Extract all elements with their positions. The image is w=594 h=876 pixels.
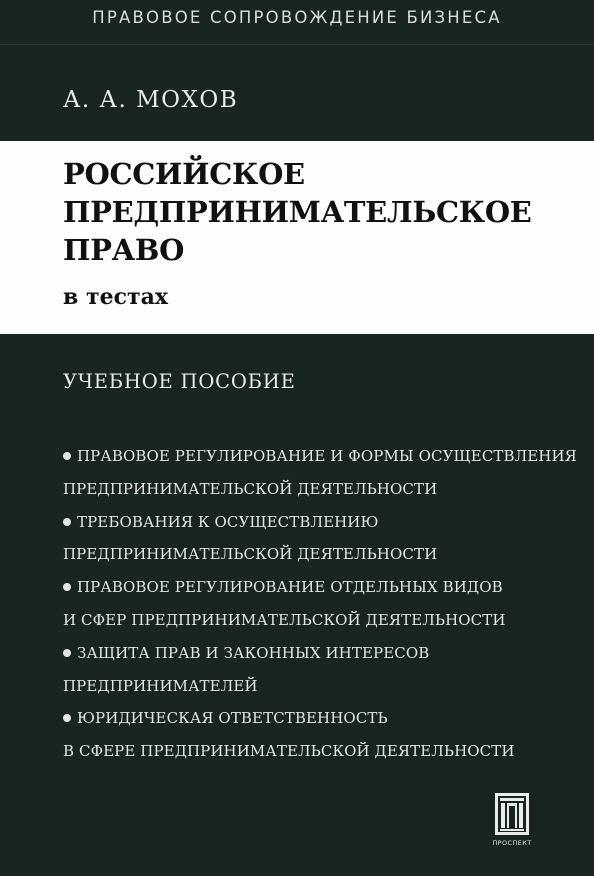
topic-line: ЮРИДИЧЕСКАЯ ОТВЕТСТВЕННОСТЬ — [77, 709, 388, 728]
topics-list — [63, 440, 577, 768]
topic-item — [63, 506, 577, 572]
book-title-line: ПРАВО — [63, 233, 185, 267]
series-title: ПРАВОВОЕ СОПРОВОЖДЕНИЕ БИЗНЕСА — [92, 8, 502, 27]
bullet-icon — [63, 583, 71, 591]
publisher-logo — [489, 793, 535, 853]
topic-line: ЗАЩИТА ПРАВ И ЗАКОННЫХ ИНТЕРЕСОВ — [77, 643, 430, 662]
book-subtitle: в тестах — [63, 284, 168, 310]
topic-line: ПРАВОВОЕ РЕГУЛИРОВАНИЕ ОТДЕЛЬНЫХ ВИДОВ — [77, 578, 503, 597]
topic-line: ПРЕДПРИНИМАТЕЛЕЙ — [63, 676, 258, 695]
bullet-icon — [63, 518, 71, 526]
topic-item — [63, 702, 577, 768]
book-title — [63, 155, 532, 269]
book-title-line: ПРЕДПРИНИМАТЕЛЬСКОЕ — [63, 195, 532, 229]
topic-line: В СФЕРЕ ПРЕДПРИНИМАТЕЛЬСКОЙ ДЕЯТЕЛЬНОСТИ — [63, 742, 515, 761]
bullet-icon — [63, 452, 71, 460]
topic-item — [63, 571, 577, 637]
bullet-icon — [63, 714, 71, 722]
publisher-name: ПРОСПЕКТ — [492, 839, 532, 847]
topic-line: ТРЕБОВАНИЯ К ОСУЩЕСТВЛЕНИЮ — [77, 512, 379, 531]
topic-line: ПРАВОВОЕ РЕГУЛИРОВАНИЕ И ФОРМЫ ОСУЩЕСТВЛЕНИЯ — [77, 447, 577, 465]
publisher-building-icon — [495, 793, 529, 835]
topic-line: ПРЕДПРИНИМАТЕЛЬСКОЙ ДЕЯТЕЛЬНОСТИ — [63, 545, 438, 564]
book-title-line: РОССИЙСКОЕ — [63, 157, 305, 191]
topic-item — [63, 440, 577, 506]
title-band — [0, 141, 594, 334]
topic-item — [63, 637, 577, 703]
bullet-icon — [63, 649, 71, 657]
topic-line: ПРЕДПРИНИМАТЕЛЬСКОЙ ДЕЯТЕЛЬНОСТИ — [63, 479, 438, 498]
document-type: УЧЕБНОЕ ПОСОБИЕ — [63, 370, 296, 393]
topic-line: И СФЕР ПРЕДПРИНИМАТЕЛЬСКОЙ ДЕЯТЕЛЬНОСТИ — [63, 610, 506, 629]
author-name: А. А. МОХОВ — [63, 87, 239, 113]
series-divider — [0, 44, 594, 45]
